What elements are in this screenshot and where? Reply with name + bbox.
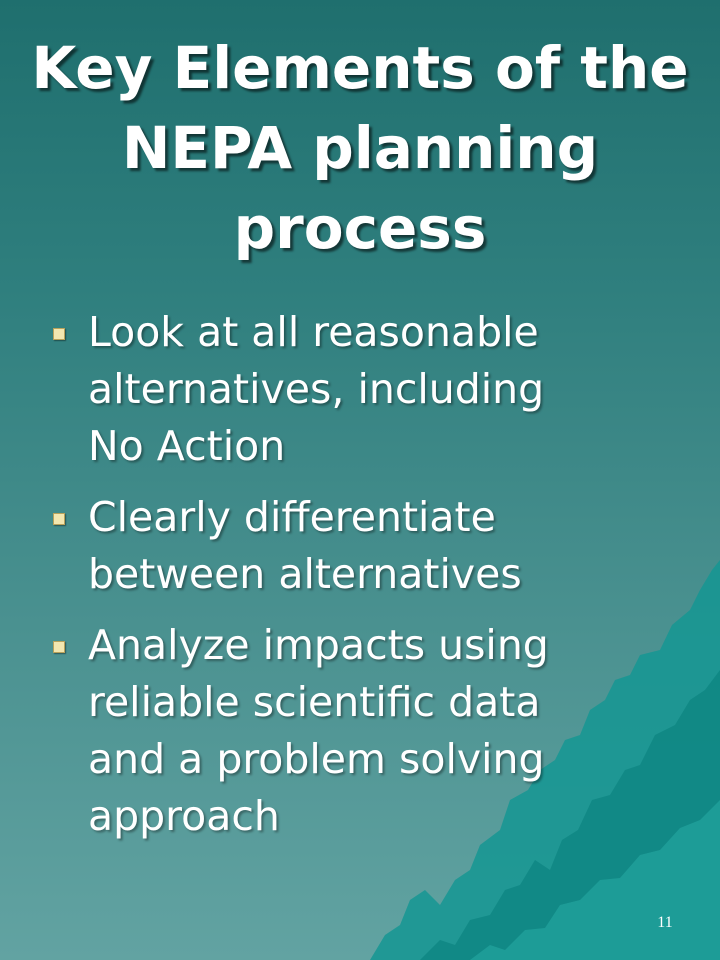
- title-line: NEPA planning: [121, 114, 599, 182]
- square-bullet-icon: [53, 641, 65, 653]
- bullet-text: [88, 617, 690, 845]
- bullet-line: No Action: [88, 422, 286, 470]
- bullet-line: reliable scientific data: [88, 678, 541, 726]
- bullet-item: [50, 489, 690, 603]
- bullet-line: approach: [88, 792, 280, 840]
- slide-title: [20, 28, 700, 268]
- square-bullet-icon: [53, 513, 65, 525]
- bullet-line: and a problem solving: [88, 735, 545, 783]
- bullet-item: [50, 304, 690, 475]
- bullet-item: [50, 617, 690, 845]
- bullet-list: [50, 304, 690, 859]
- bullet-line: between alternatives: [88, 550, 522, 598]
- bullet-line: alternatives, including: [88, 365, 545, 413]
- bullet-text: [88, 489, 690, 603]
- square-bullet-icon: [53, 328, 65, 340]
- page-number: 11: [657, 914, 673, 931]
- bullet-text: [88, 304, 690, 475]
- title-line: Key Elements of the: [31, 34, 689, 102]
- bullet-line: Clearly differentiate: [88, 493, 496, 541]
- bullet-line: Analyze impacts using: [88, 621, 549, 669]
- bullet-line: Look at all reasonable: [88, 308, 539, 356]
- title-line: process: [233, 194, 487, 262]
